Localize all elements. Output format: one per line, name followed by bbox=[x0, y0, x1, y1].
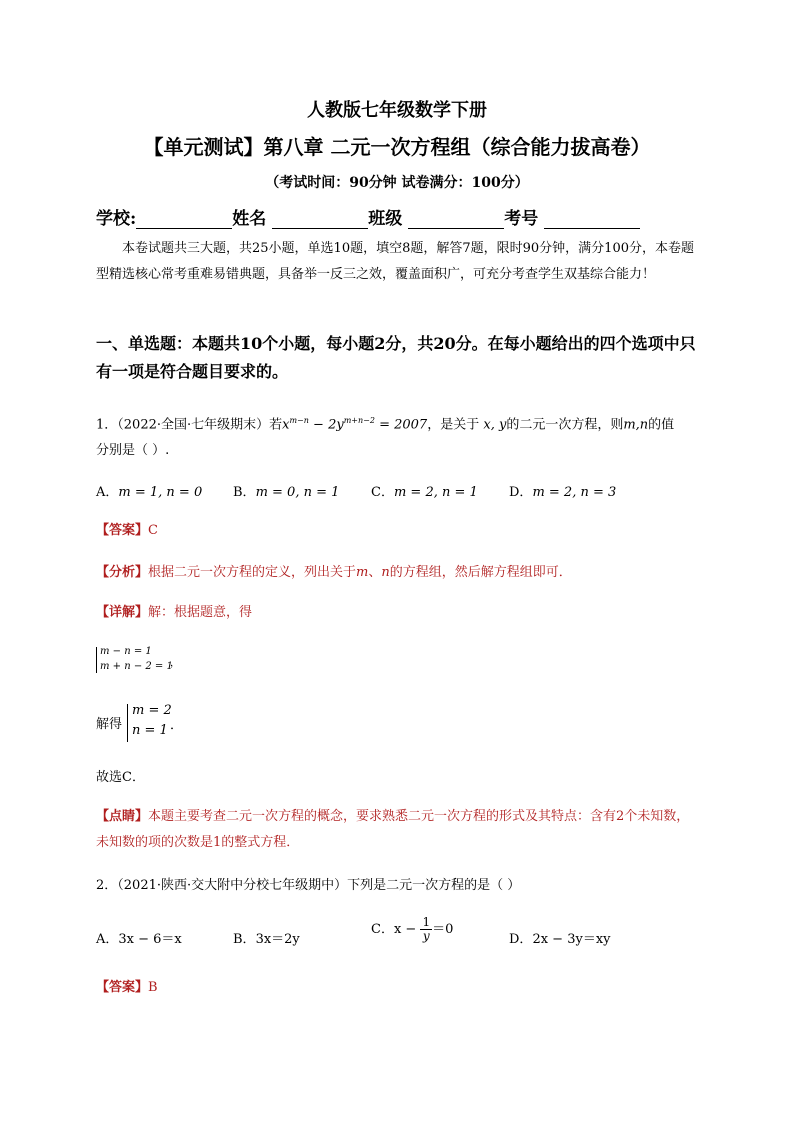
number-blank bbox=[544, 208, 640, 229]
option-text: 3x＝2y bbox=[255, 932, 300, 947]
detail-text: 解：根据题意，得 bbox=[148, 605, 253, 620]
option-letter: A． bbox=[96, 932, 119, 947]
option-letter: B． bbox=[233, 932, 256, 947]
comment-label: 【点睛】 bbox=[96, 809, 149, 824]
q1-option-c bbox=[371, 481, 478, 500]
q2-option-c bbox=[371, 916, 453, 943]
q1-option-b bbox=[233, 481, 339, 500]
fraction bbox=[420, 916, 432, 943]
q1-analysis bbox=[96, 560, 700, 586]
intro-paragraph: 本卷试题共三大题，共25小题，单选10题，填空8题，解答7题，限时90分钟，满分100分，本卷题型精选核心常考重难易错典题，具备举一反三之效，覆盖面积广，可充分考查学生双基综合能力！ bbox=[96, 241, 694, 282]
q1-option-d bbox=[509, 481, 616, 500]
q1-vars2: m,n bbox=[623, 417, 649, 433]
comment-text: 本题主要考查二元一次方程的概念，要求熟悉二元一次方程的形式及其特点：含有2个未知数，未知数的项的次数是1的整式方程． bbox=[96, 809, 690, 850]
student-info-row bbox=[96, 204, 700, 229]
q1-option-a bbox=[96, 481, 202, 500]
answer-label: 【答案】 bbox=[96, 980, 149, 995]
analysis-text-end: 的方程组，然后解方程组即可． bbox=[389, 565, 572, 580]
q1-answer bbox=[96, 518, 700, 544]
document-title: 人教版七年级数学下册 bbox=[307, 100, 487, 121]
school-blank bbox=[136, 208, 232, 229]
analysis-text: 根据二元一次方程的定义，列出关于 bbox=[148, 565, 357, 580]
school-label: 学校: bbox=[96, 209, 137, 229]
option-text: m = 2, n = 1 bbox=[393, 485, 478, 500]
analysis-var-n: n bbox=[381, 565, 390, 580]
q2-answer bbox=[96, 975, 700, 1001]
analysis-label: 【分析】 bbox=[96, 565, 149, 580]
q1-detail bbox=[96, 600, 700, 626]
option-text-end: ＝0 bbox=[432, 922, 454, 937]
number-label: 考号 bbox=[504, 209, 539, 229]
option-text: 2x − 3y＝xy bbox=[532, 932, 611, 947]
detail-label: 【详解】 bbox=[96, 605, 149, 620]
name-label: 姓名 bbox=[232, 209, 267, 229]
section-heading-single-choice: 一、单选题：本题共10个小题，每小题2分，共20分。在每小题给出的四个选项中只有一项是符合题目要求的。 bbox=[96, 334, 696, 381]
option-text: 3x − 6＝x bbox=[118, 932, 182, 947]
option-letter: C． bbox=[371, 485, 394, 500]
solve-prefix: 解得 bbox=[96, 717, 123, 732]
option-text: m = 1, n = 0 bbox=[118, 485, 203, 500]
analysis-var-m: m bbox=[356, 565, 369, 580]
q1-line2: 分别是（ ）. bbox=[96, 443, 170, 459]
option-text: m = 0, n = 1 bbox=[255, 485, 340, 500]
q1-eq-base2: y bbox=[336, 417, 344, 433]
q1-suffix: 的值 bbox=[648, 417, 675, 433]
name-blank bbox=[272, 208, 368, 229]
answer-label: 【答案】 bbox=[96, 523, 149, 538]
q2-option-a bbox=[96, 928, 182, 947]
q1-eq-mid: − 2 bbox=[308, 417, 337, 433]
q1-mid-text2: 的二元一次方程，则 bbox=[506, 417, 624, 433]
system-line-1: m − n = 1 bbox=[100, 646, 152, 657]
option-letter: A． bbox=[96, 485, 119, 500]
q1-vars: x, y bbox=[483, 417, 507, 433]
option-letter: B． bbox=[233, 485, 256, 500]
answer-value: B bbox=[148, 980, 158, 995]
fraction-denominator: y bbox=[422, 929, 430, 943]
solve-line-2: n = 1 bbox=[132, 723, 168, 738]
exam-info: （考试时间：90分钟 试卷满分：100分） bbox=[265, 175, 529, 191]
q2-option-d bbox=[509, 928, 611, 947]
q1-eq-end: = 2007 bbox=[374, 417, 428, 433]
q1-prefix: 1．（2022·全国·七年级期末）若 bbox=[96, 417, 283, 433]
option-letter: D． bbox=[509, 932, 533, 947]
analysis-sep: 、 bbox=[368, 565, 382, 580]
system-end: ， bbox=[170, 658, 180, 669]
q1-mid-text: ，是关于 bbox=[427, 417, 480, 433]
answer-value: C bbox=[148, 523, 158, 538]
class-blank bbox=[408, 208, 504, 229]
class-label: 班级 bbox=[368, 209, 403, 229]
question-2-stem: 2．（2021·陕西·交大附中分校七年级期中）下列是二元一次方程的是（ ） bbox=[96, 878, 521, 893]
q2-option-b bbox=[233, 928, 300, 947]
q1-eq-exp1: m−n bbox=[289, 416, 309, 425]
document-subtitle: 【单元测试】第八章 二元一次方程组（综合能力拔高卷） bbox=[143, 135, 651, 159]
system-brace bbox=[96, 647, 97, 673]
solve-brace bbox=[127, 704, 128, 742]
option-text: m = 2, n = 3 bbox=[532, 485, 617, 500]
option-letter: D． bbox=[509, 485, 533, 500]
solve-end: ． bbox=[170, 718, 184, 733]
system-line-2: m + n − 2 = 1 bbox=[100, 661, 173, 672]
option-letter: C． bbox=[371, 922, 394, 937]
solve-line-1: m = 2 bbox=[132, 703, 172, 718]
q1-choose: 故选C． bbox=[96, 770, 145, 785]
q1-eq-exp2: m+n−2 bbox=[343, 416, 375, 425]
option-text: x − bbox=[393, 922, 421, 937]
q1-comment bbox=[96, 804, 700, 856]
fraction-numerator: 1 bbox=[422, 915, 431, 929]
q1-eq-base1: x bbox=[282, 417, 290, 433]
question-1-stem bbox=[96, 408, 700, 464]
